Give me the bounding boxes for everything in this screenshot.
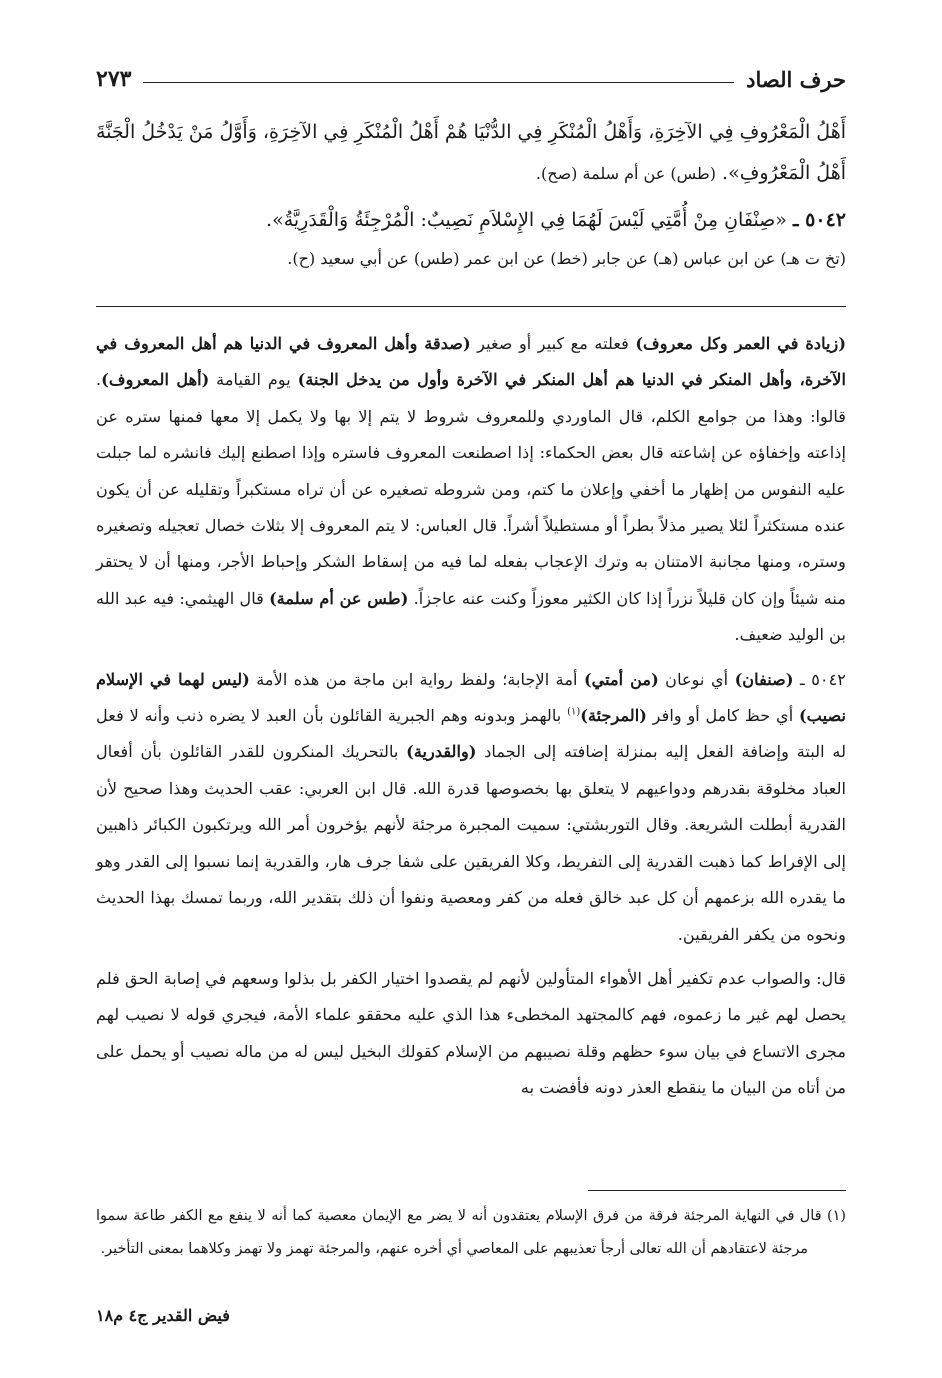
- book-signature: فيض القدير ج٤ م١٨: [96, 1306, 230, 1325]
- commentary-text: يوم القيامة: [209, 370, 298, 390]
- header-rule: [143, 82, 734, 83]
- hadith-text-section: [96, 112, 846, 277]
- commentary-text: أي نوعان: [658, 669, 735, 689]
- commentary-hadith-number: ٥٠٤٢ ـ: [793, 669, 846, 689]
- section-divider: [96, 306, 846, 307]
- commentary-text: . قالوا: وهذا من جوامع الكلم، قال الماوردي وللمعروف شروط لا يتم إلا بها ولا يكمل إلا معها فمنها ستره عن إذاعته وإخفاؤه عن إشاعته قال بعض الحكماء: إذا اصطنعت المعروف فاستره وإذا اصطنع إليك فانشره لما جبلت عليه النفوس من إظهار ما أخفي وإعلان ما كتم، ومن شروطه تصغيره عن أن تراه مستكبراً وتقليله عن أن يكون عنده مستكثراً لئلا يصير مذلاً بطراً أو مستطيلاً أشراً. قال العباس: لا يتم المعروف إلا بثلاث خصال تعجيله وتصغيره وستره، ومنها مجانبة الامتنان به وترك الإعجاب بفعله لما فيه من إسقاط الشكر وإحباط الأجر، ومنها أن لا يحتقر منه شيئاً وإن كان قليلاً نزراً إذا كان الكثير معوزاً وكنت عنه عاجزاً.: [96, 370, 846, 608]
- hadith-5042: [96, 200, 846, 241]
- bold-quote: (ليس لهما في الإسلام نصيب): [96, 669, 846, 726]
- footnote-reference[interactable]: (١): [567, 706, 581, 718]
- continuation-text: أَهْلُ الْمَعْرُوفِ فِي الآخِرَةِ، وَأَهْلُ الْمُنْكَرِ فِي الدُّنْيَا هُمْ أَهْلُ الْمُنْكَرِ فِي الآخِرَةِ، وَأَوَّلُ مَنْ يَدْخُلُ الْجَنَّةَ أَهْلُ الْمَعْرُوفِ».: [96, 121, 846, 184]
- bold-quote: (من أمتي): [583, 669, 659, 689]
- bold-quote: (أهل المعروف): [101, 370, 210, 390]
- footnote-1: [96, 1200, 846, 1266]
- commentary-text: أمة الإجابة؛ ولفظ رواية ابن ماجة من هذه الأمة: [249, 669, 584, 689]
- bold-quote: (طس عن أم سلمة): [269, 588, 409, 608]
- page-header: [96, 52, 846, 92]
- bold-quote: (المرجئة): [580, 706, 647, 726]
- footnote-rule: [588, 1190, 846, 1191]
- footnote-text: قال في النهاية المرجئة فرقة من فرق الإسلام يعتقدون أنه لا يضر مع الإيمان معصية كما أنه لا ينفع مع الكفر طاعة سموا مرجئة لاعتقادهم أن الله تعالى أرجأ تعذيبهم على المعاصي أي أخره عنهم، والمرجئة تهمز ولا تهمز وكلاهما بمعنى التأخير.: [96, 1208, 828, 1257]
- commentary-text: بالهمز وبدونه وهم الجبرية القائلون بأن العبد لا يضره ذنب وأنه لا فعل له البتة وإضافة الفعل إليه بمنزلة إضافته إلى الجماد: [96, 706, 846, 762]
- chapter-title: حرف الصاد: [746, 67, 846, 92]
- page-number: ٢٧٣: [96, 66, 132, 92]
- hadith-text: «صِنْفَانِ مِنْ أُمَّتِي لَيْسَ لَهُمَا فِي الإِسْلاَمِ نَصِيبٌ: الْمُرْجِئَةُ وَالْقَدَرِيَّةُ».: [266, 209, 787, 231]
- continuation-source: (طس) عن أم سلمة (صح).: [535, 164, 716, 183]
- bold-quote: (صدقة وأهل المعروف في الدنيا هم أهل المعروف في الآخرة، وأهل المنكر في الدنيا هم أهل المنكر في الآخرة وأول من يدخل الجنة): [96, 334, 846, 390]
- commentary-text: فعلته مع كبير أو صغير: [470, 334, 636, 353]
- bold-quote: (صنفان): [734, 669, 794, 689]
- hadith-number: ٥٠٤٢ ـ: [792, 209, 846, 231]
- commentary-paragraph-2: [96, 662, 846, 953]
- bold-quote: (والقدرية): [406, 742, 477, 762]
- footnote-marker: (١): [827, 1208, 846, 1224]
- commentary-paragraph-1: [96, 326, 846, 654]
- hadith-sources: (تخ ت هـ) عن ابن عباس (هـ) عن جابر (خط) عن ابن عمر (طس) عن أبي سعيد (ح).: [287, 249, 846, 268]
- commentary-paragraph-3: قال: والصواب عدم تكفير أهل الأهواء المتأولين لأنهم لم يقصدوا اختيار الكفر بل بذلوا وسعهم في إصابة الحق فلم يحصل لهم غير ما زعموه، فهم كالمجتهد المخطىء هذا الذي عليه محققو علماء الأمة، فيجري قوله لا نصيب لهم مجرى الاتساع في بيان سوء حظهم وقلة نصيبهم من الإسلام كقولك البخيل ليس له من ماله نصيب أو يحمل على من أتاه من البيان ما ينقطع العذر دونه فأفضت به: [96, 968, 846, 1098]
- hadith-continuation: [96, 112, 846, 194]
- bold-quote: (زيادة في العمر وكل معروف): [635, 334, 846, 353]
- commentary-text: أي حظ كامل أو وافر: [646, 706, 800, 726]
- commentary-text: قال الهيثمي: فيه عبد الله بن الوليد ضعيف.: [96, 588, 846, 645]
- commentary-section: [96, 326, 846, 1115]
- commentary-text: بالتحريك المنكرون للقدر القائلون بأن أفعال العباد مخلوقة بقدرهم ودواعيهم لا يتعلق بها بخصوصها قدرة الله. قال ابن العربي: عقب الحديث وهذا صحيح لأن القدرية أبطلت الشريعة. وقال التوربشتي: سميت المجبرة مرجئة لأنهم يؤخرون أمر الله ويرتكبون الكبائر ذاهبين إلى الإفراط كما ذهبت القدرية إلى التفريط، وكلا الفريقين على شفا جرف هار، والقدرية إنما نسبوا إلى القدر وهو ما يقدره الله بزعمهم أن كل عبد خالق فعله من كفر ومعصية ونفوا أن ذلك بتقدير الله، وربما تمسك بهذا الحديث ونحوه من يكفر الفريقين.: [96, 742, 846, 944]
- footnote-section: [96, 1200, 846, 1266]
